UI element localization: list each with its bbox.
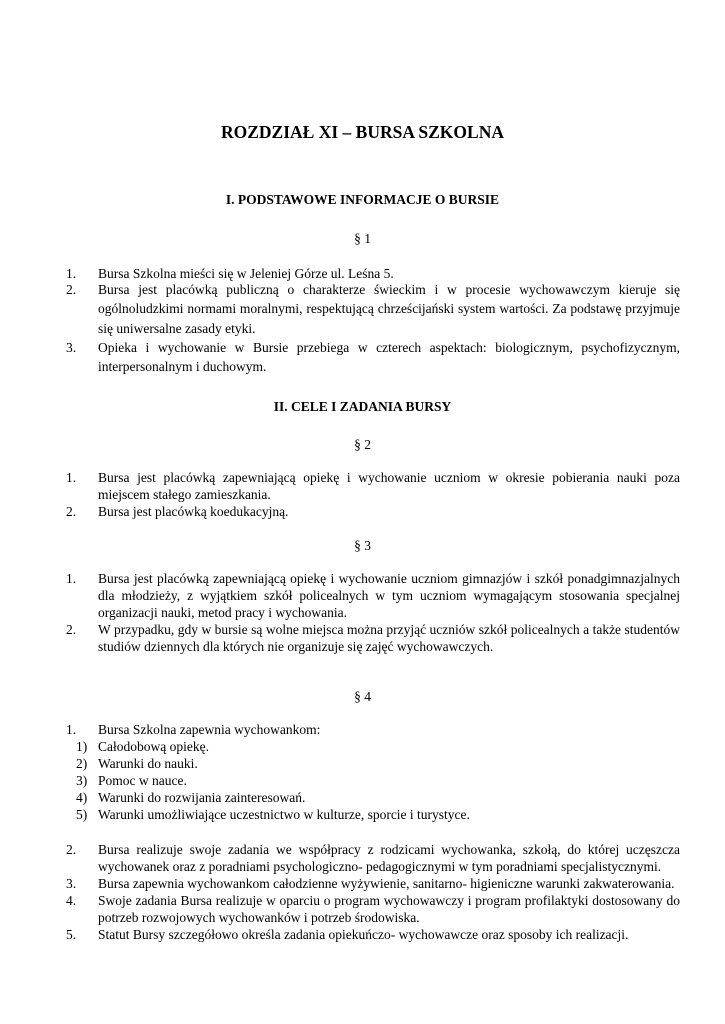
paragraph-symbol-4: § 4 bbox=[354, 689, 371, 704]
paragraph-4-list bbox=[66, 721, 680, 943]
section-heading-2: II. CELE I ZADANIA BURSY bbox=[273, 399, 452, 414]
item-text: Swoje zadania Bursa realizuje w oparciu o program wychowawczy i program profilaktyki dostosowany do potrzeb rozwojowych wychowanków i potrzeb środowiska. bbox=[98, 893, 680, 925]
item-number: 2. bbox=[66, 504, 77, 519]
item-number: 2. bbox=[66, 282, 77, 298]
sub-item-number: 1) bbox=[76, 739, 88, 754]
sub-list-item bbox=[66, 738, 680, 755]
sub-item-number: 2) bbox=[76, 756, 88, 771]
item-number: 2. bbox=[66, 842, 77, 857]
sub-list-item bbox=[66, 772, 680, 789]
item-text: W przypadku, gdy w bursie są wolne miejsca można przyjąć uczniów szkół policealnych a także studentów studiów dziennych dla których nie organizuje się zajęć wychowawczych. bbox=[98, 622, 680, 654]
item-text: Bursa jest placówką zapewniającą opiekę i wychowanie uczniom gimnazjów i szkół ponadgimnazjalnych dla młodzieży, z wyjątkiem szkół policealnych w tym uczniom wymagającym stosowania specjalnej organizacji nauki, metod pracy i wychowania. bbox=[98, 571, 680, 620]
item-text: Opieka i wychowanie w Bursie przebiega w czterech aspektach: biologicznym, psychofizycznym, interpersonalnym i duchowym. bbox=[98, 339, 680, 375]
item-text: Bursa Szkolna mieści się w Jeleniej Górze ul. Leśna 5. bbox=[98, 266, 394, 281]
paragraph-2-list bbox=[66, 469, 680, 520]
list-item bbox=[66, 469, 680, 503]
item-number: 1. bbox=[66, 571, 77, 586]
paragraph-symbol-2: § 2 bbox=[354, 437, 371, 452]
paragraph-3-list bbox=[66, 570, 680, 655]
sub-item-number: 4) bbox=[76, 790, 88, 805]
list-item bbox=[66, 721, 680, 738]
list-item bbox=[66, 503, 680, 520]
sub-item-number: 3) bbox=[76, 773, 88, 788]
sub-item-number: 5) bbox=[76, 807, 88, 822]
item-number: 2. bbox=[66, 622, 77, 637]
section-heading-1: I. PODSTAWOWE INFORMACJE O BURSIE bbox=[225, 192, 500, 207]
list-item bbox=[66, 892, 680, 926]
paragraph-1-list bbox=[66, 264, 680, 376]
list-item bbox=[66, 875, 680, 892]
sub-list-item bbox=[66, 755, 680, 772]
item-number: 3. bbox=[66, 876, 77, 891]
item-text: Bursa Szkolna zapewnia wychowankom: bbox=[98, 722, 321, 737]
sub-item-text: Warunki do nauki. bbox=[98, 756, 198, 771]
item-text: Bursa jest placówką koedukacyjną. bbox=[98, 504, 289, 519]
item-number: 3. bbox=[66, 339, 77, 355]
sub-list-item bbox=[66, 789, 680, 806]
list-item bbox=[66, 621, 680, 655]
item-text: Bursa jest placówką zapewniającą opiekę i wychowanie uczniom w okresie pobierania nauki poza miejscem stałego zamieszkania. bbox=[98, 470, 680, 502]
list-item bbox=[66, 926, 680, 943]
chapter-title: ROZDZIAŁ XI – BURSA SZKOLNA bbox=[221, 122, 504, 142]
item-number: 5. bbox=[66, 927, 77, 942]
list-item bbox=[66, 570, 680, 621]
item-text: Bursa jest placówką publiczną o charakterze świeckim i w procesie wychowawczym kieruje się ogólnoludzkimi normami moralnymi, respektującą chrześcijański system wartości. Za podstawę przyjmuje się uniwersalne zasady etyki. bbox=[98, 282, 680, 336]
sub-item-text: Pomoc w nauce. bbox=[98, 773, 187, 788]
list-item bbox=[66, 841, 680, 875]
paragraph-symbol-3: § 3 bbox=[354, 538, 371, 553]
sub-item-text: Warunki umożliwiające uczestnictwo w kulturze, sporcie i turystyce. bbox=[98, 807, 470, 822]
list-item bbox=[66, 338, 680, 376]
item-number: 1. bbox=[66, 470, 77, 485]
sub-item-text: Całodobową opiekę. bbox=[98, 739, 209, 754]
sub-item-text: Warunki do rozwijania zainteresowań. bbox=[98, 790, 306, 805]
item-text: Bursa realizuje swoje zadania we współpracy z rodzicami wychowanka, szkołą, do której uczęszcza wychowanek oraz z poradniami psychologiczno- pedagogicznymi w tym poradniami specjalistycznymi. bbox=[98, 842, 680, 874]
sub-list-item bbox=[66, 806, 680, 823]
item-number: 4. bbox=[66, 893, 77, 908]
item-number: 1. bbox=[66, 266, 77, 281]
list-item bbox=[66, 280, 680, 338]
item-text: Statut Bursy szczegółowo określa zadania opiekuńczo- wychowawcze oraz sposoby ich realizacji. bbox=[98, 927, 629, 942]
item-text: Bursa zapewnia wychowankom całodzienne wyżywienie, sanitarno- higieniczne warunki zakwaterowania. bbox=[98, 876, 675, 891]
item-number: 1. bbox=[66, 722, 77, 737]
paragraph-symbol-1: § 1 bbox=[354, 231, 371, 246]
